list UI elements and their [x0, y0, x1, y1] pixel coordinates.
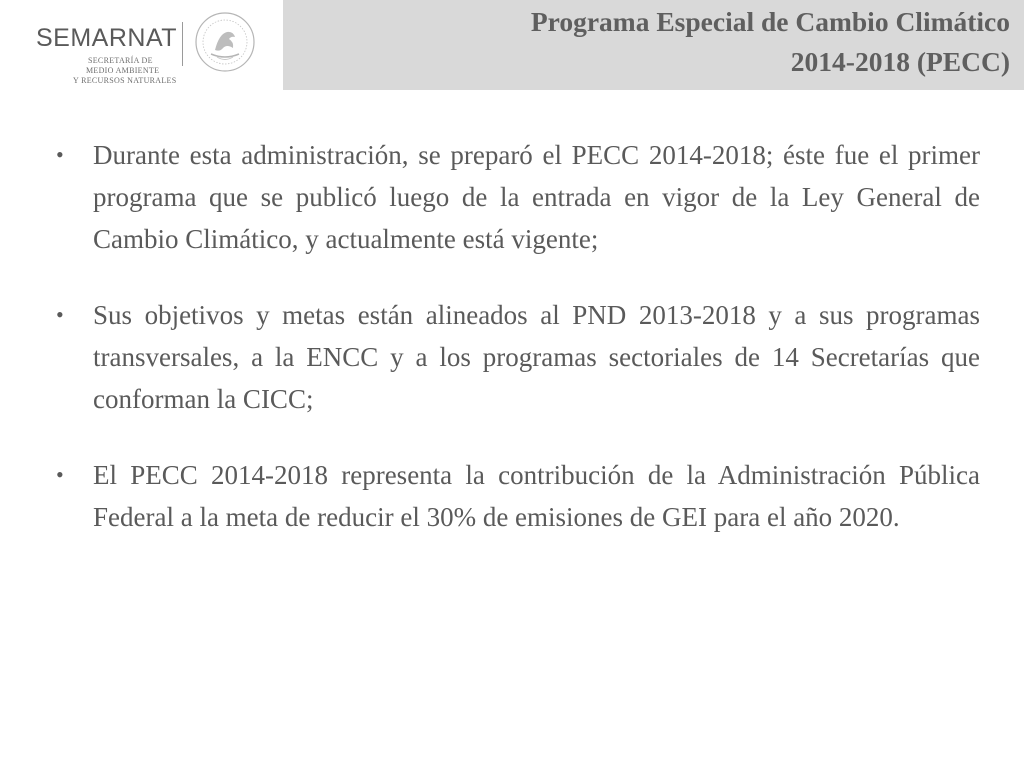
semarnat-logo	[0, 0, 283, 90]
title-line: Programa Especial de Cambio Climático	[530, 6, 1010, 37]
mexico-coat-of-arms-icon	[193, 10, 257, 74]
bullet-list	[56, 134, 980, 572]
bullet-item	[56, 454, 980, 538]
logo-subtitle-line: MEDIO AMBIENTE	[86, 66, 160, 75]
bullet-item	[56, 134, 980, 260]
bullet-item	[56, 294, 980, 420]
logo-subtitle-line: SECRETARÍA DE	[88, 56, 153, 65]
title-band	[283, 0, 1024, 90]
bullet-text: Durante esta administración, se preparó el PECC 2014-2018; éste fue el primer programa que se publicó luego de la entrada en vigor de la Ley General de Cambio Climático, y actualmente está vigente;	[93, 140, 980, 254]
bullet-icon: •	[56, 462, 64, 487]
bullet-icon: •	[56, 142, 64, 167]
logo-subtitle-line: Y RECURSOS NATURALES	[73, 76, 177, 85]
title-line: 2014-2018 (PECC)	[790, 46, 1010, 77]
logo-wordmark: SEMARNAT	[36, 24, 178, 52]
slide-title	[531, 2, 1010, 82]
logo-divider	[182, 22, 183, 66]
bullet-text: El PECC 2014-2018 representa la contribución de la Administración Pública Federal a la meta de reducir el 30% de emisiones de GEI para el año 2020.	[93, 460, 980, 532]
bullet-icon: •	[56, 302, 64, 327]
bullet-text: Sus objetivos y metas están alineados al PND 2013-2018 y a sus programas transversales, a la ENCC y a los programas sectoriales de 14 Secretarías que conforman la CICC;	[93, 300, 980, 414]
